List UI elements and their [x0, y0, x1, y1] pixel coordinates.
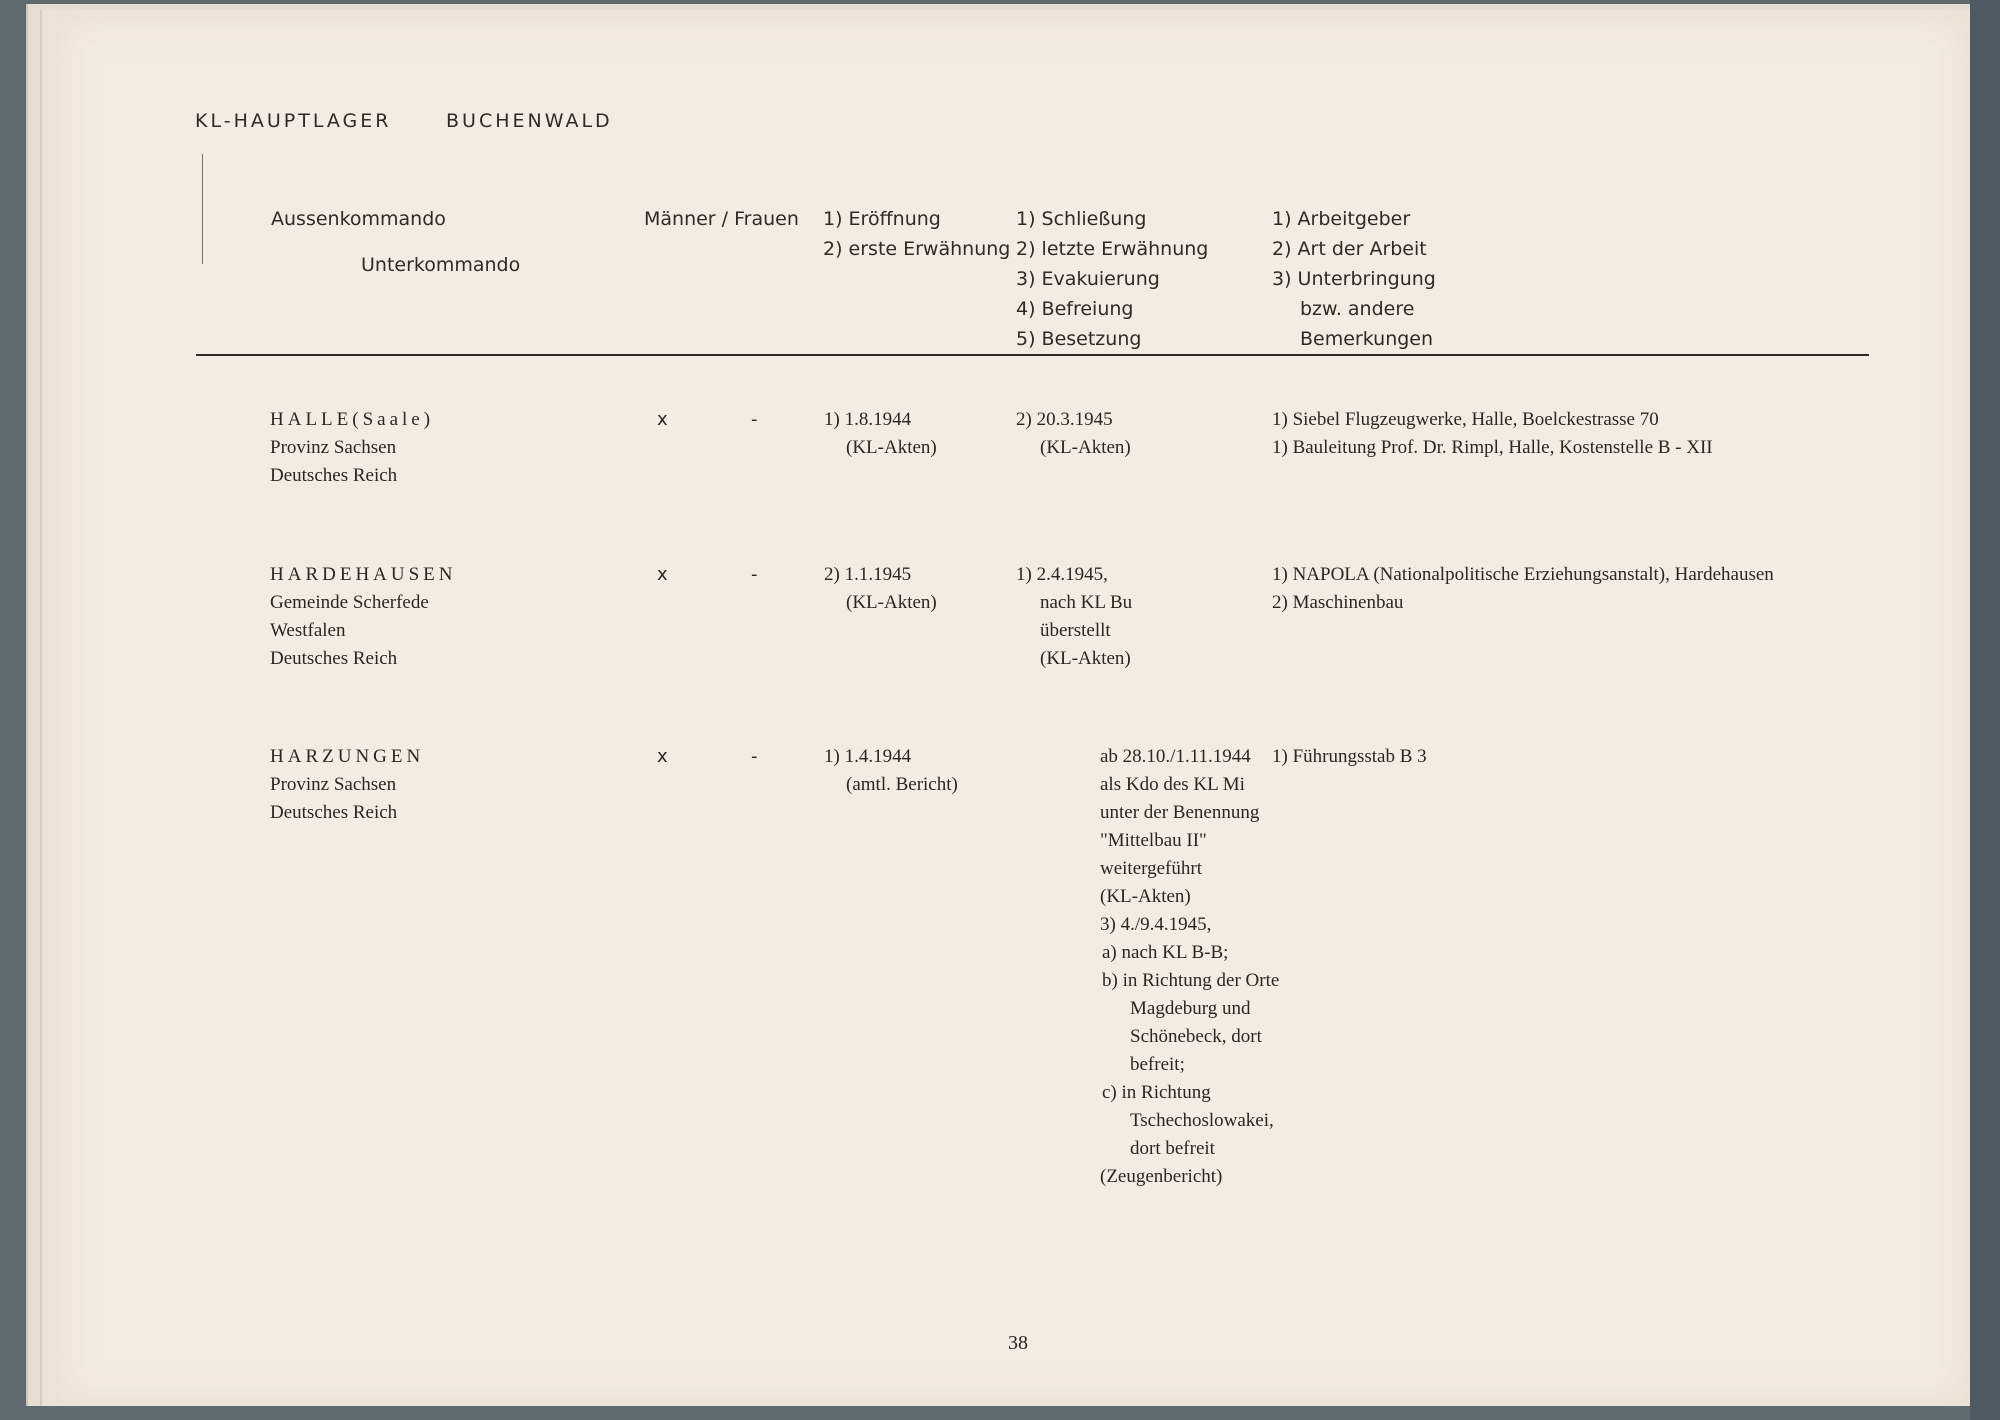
entry-closing-line: nach KL Bu [1040, 592, 1133, 613]
entry-name: HARZUNGEN [270, 746, 425, 767]
entry-opening-line: (amtl. Bericht) [846, 774, 958, 795]
entry-name: HALLE(Saale) [270, 409, 435, 430]
entry-remarks [1272, 561, 1774, 617]
entry-closing [1100, 743, 1279, 1191]
col-unterkommando: Unterkommando [361, 254, 521, 276]
entry-closing-line: Schönebeck, dort [1130, 1026, 1262, 1047]
entry-closing-line: dort befreit [1130, 1138, 1215, 1159]
entry-closing-line: unter der Benennung [1100, 802, 1260, 823]
entry-location-line: Deutsches Reich [270, 802, 398, 823]
entry-closing-line: befreit; [1130, 1054, 1185, 1075]
entry-opening-line: 1) 1.4.1944 [824, 746, 912, 767]
entry-remarks [1272, 743, 1427, 771]
entry-closing-line: weitergeführt [1100, 858, 1202, 879]
entry-opening-line: 2) 1.1.1945 [824, 564, 912, 585]
entry-men: x [657, 409, 668, 430]
entry-closing-line: überstellt [1040, 620, 1111, 641]
entry-closing-line: 2) 20.3.1945 [1016, 409, 1113, 430]
entry-location [270, 561, 457, 673]
entry-remarks [1272, 406, 1713, 462]
entry-closing-line: 3) 4./9.4.1945, [1100, 914, 1212, 935]
entry-opening [824, 561, 937, 617]
entry-remarks-line: 1) Führungsstab B 3 [1272, 746, 1427, 767]
entry-closing-line: (KL-Akten) [1040, 437, 1131, 458]
col-opening-line: 2) erste Erwähnung [823, 238, 1011, 260]
entry-closing-line: (KL-Akten) [1040, 648, 1131, 669]
entry-location-line: Provinz Sachsen [270, 774, 397, 795]
col-opening-line: 1) Eröffnung [823, 208, 941, 230]
col-employer [1272, 204, 1436, 354]
header-rule [196, 354, 1869, 356]
col-employer-line: bzw. andere [1300, 298, 1415, 320]
entry-women: - [751, 746, 758, 767]
page-number: 38 [1008, 1332, 1028, 1354]
header-camp-label: KL-HAUPTLAGER [195, 110, 392, 132]
entry-opening-line: (KL-Akten) [846, 437, 937, 458]
entry-closing-line: "Mittelbau II" [1100, 830, 1207, 851]
header-camp-name: BUCHENWALD [446, 110, 613, 132]
entry-women: - [751, 409, 758, 430]
entry-remarks-line: 2) Maschinenbau [1272, 592, 1404, 613]
entry-opening [824, 406, 937, 462]
col-closing-line: 1) Schließung [1016, 208, 1147, 230]
entry-closing [1016, 561, 1132, 673]
entry-closing-line: (KL-Akten) [1100, 886, 1191, 907]
col-employer-line: Bemerkungen [1300, 328, 1434, 350]
entry-location-line: Gemeinde Scherfede [270, 592, 429, 613]
col-closing-line: 3) Evakuierung [1016, 268, 1160, 290]
col-closing-line: 4) Befreiung [1016, 298, 1134, 320]
col-employer-line: 2) Art der Arbeit [1272, 238, 1427, 260]
entry-closing-line: c) in Richtung [1102, 1082, 1211, 1103]
entry-opening [824, 743, 958, 799]
entry-closing-line: Tschechoslowakei, [1130, 1110, 1274, 1131]
col-closing [1016, 204, 1208, 354]
entry-location-line: Deutsches Reich [270, 465, 398, 486]
entry-closing-line: (Zeugenbericht) [1100, 1166, 1223, 1187]
entry-opening-line: (KL-Akten) [846, 592, 937, 613]
entry-closing-line: Magdeburg und [1130, 998, 1251, 1019]
entry-location [270, 406, 434, 490]
entry-remarks-line: 1) Siebel Flugzeugwerke, Halle, Boelckestrasse 70 [1272, 409, 1659, 430]
col-opening [823, 204, 1010, 264]
entry-closing [1016, 406, 1131, 462]
background-strip [1970, 0, 2000, 1420]
entry-closing-line: als Kdo des KL Mi [1100, 774, 1245, 795]
entry-women: - [751, 564, 758, 585]
col-employer-line: 1) Arbeitgeber [1272, 208, 1411, 230]
col-closing-line: 2) letzte Erwähnung [1016, 238, 1209, 260]
document-page [56, 14, 1968, 1404]
entry-closing-line: a) nach KL B-B; [1102, 942, 1229, 963]
entry-name: HARDEHAUSEN [270, 564, 457, 585]
entry-opening-line: 1) 1.8.1944 [824, 409, 912, 430]
entry-location-line: Westfalen [270, 620, 346, 641]
col-maenner-frauen: Männer / Frauen [644, 208, 799, 230]
entry-remarks-line: 1) Bauleitung Prof. Dr. Rimpl, Halle, Kostenstelle B - XII [1272, 437, 1713, 458]
entry-closing-line: ab 28.10./1.11.1944 [1100, 746, 1251, 767]
col-closing-line: 5) Besetzung [1016, 328, 1142, 350]
entry-men: x [657, 746, 668, 767]
entry-location-line: Deutsches Reich [270, 648, 398, 669]
entry-location-line: Provinz Sachsen [270, 437, 397, 458]
entry-men: x [657, 564, 668, 585]
entry-location [270, 743, 424, 827]
col-aussenkommando: Aussenkommando [271, 208, 446, 230]
entry-closing-line: b) in Richtung der Orte [1102, 970, 1280, 991]
entry-closing-line: 1) 2.4.1945, [1016, 564, 1108, 585]
margin-line [202, 154, 203, 264]
col-employer-line: 3) Unterbringung [1272, 268, 1436, 290]
entry-remarks-line: 1) NAPOLA (Nationalpolitische Erziehungsanstalt), Hardehausen [1272, 564, 1774, 585]
